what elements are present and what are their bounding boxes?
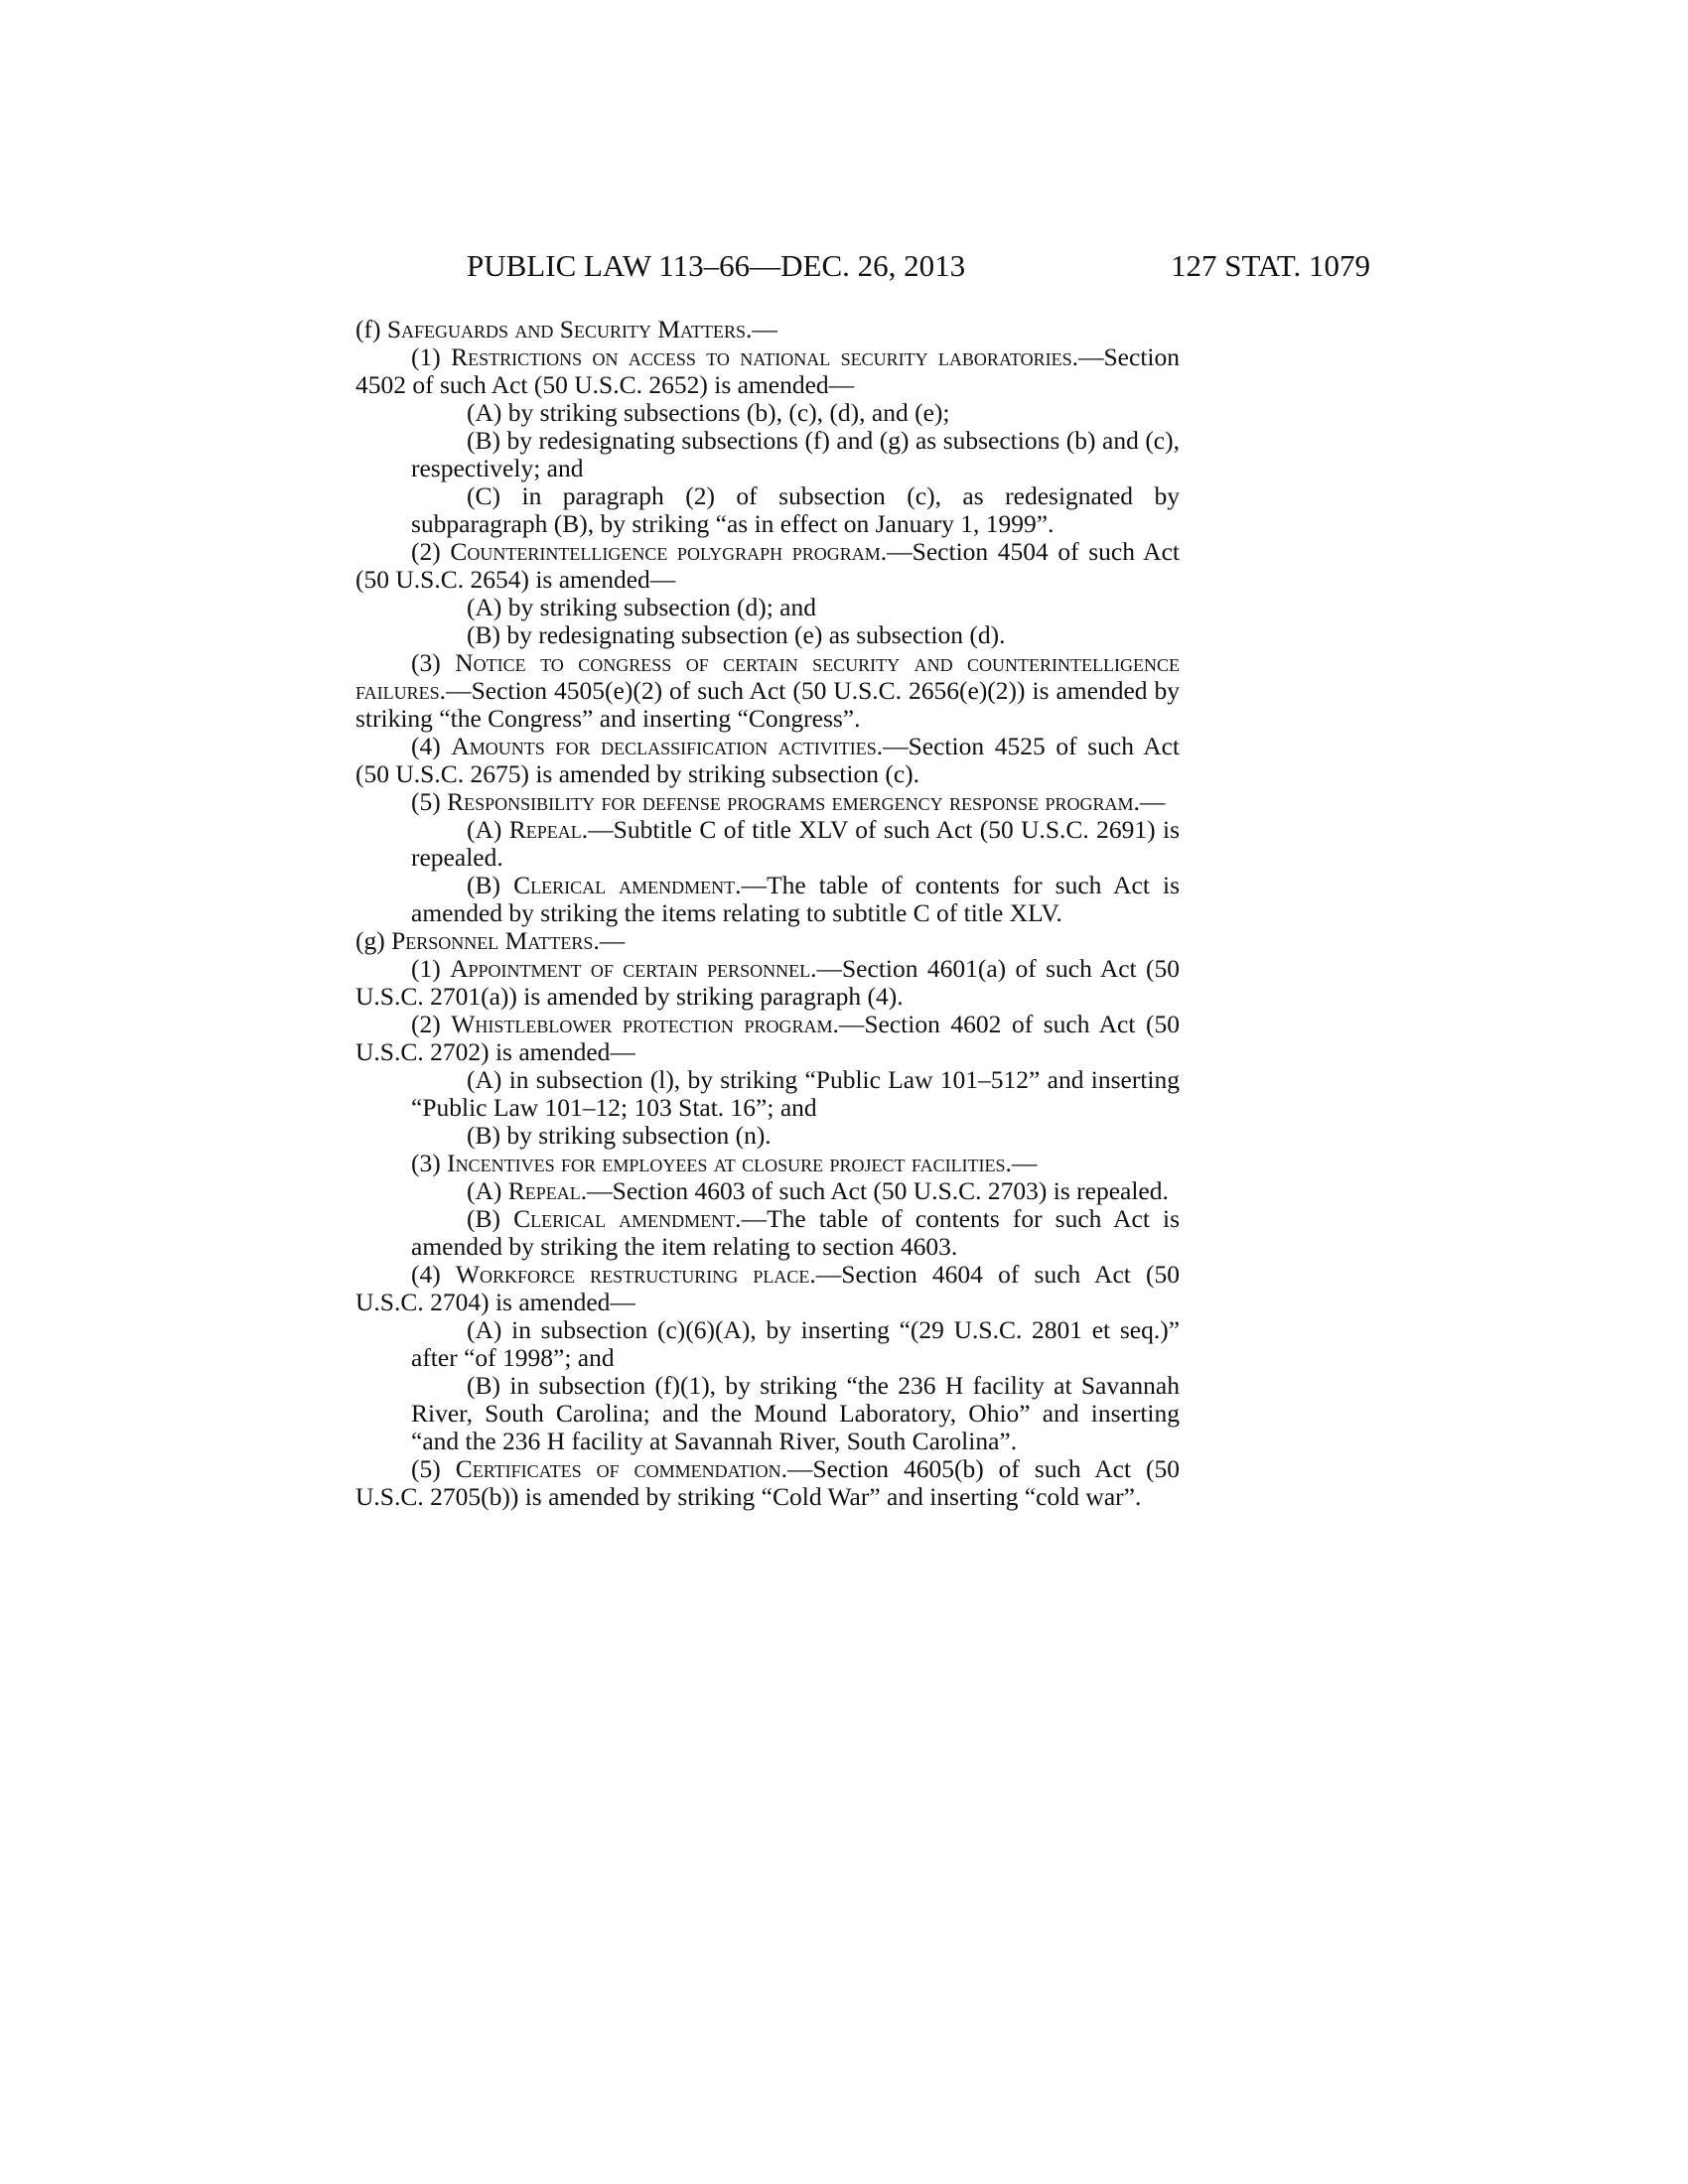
enumerator: (A) [467,1176,502,1205]
enumerator: (A) [467,1315,502,1344]
provision-text: Subtitle C of title XLV of such Act (50 U.S.C. 2691) is repealed. [411,815,1181,872]
enumerator: (B) [467,426,500,455]
subparagraph [355,1372,1180,1455]
paragraph [355,1455,1180,1511]
subparagraph [355,1316,1180,1372]
provision-text: Section 4502 of such Act (50 U.S.C. 2652) is amended— [355,342,1180,399]
paragraph [355,955,1180,1011]
enumerator: (A) [467,1065,502,1094]
provision-text: by striking subsection (d); and [507,593,816,621]
enumerator: (B) [467,1204,500,1233]
subparagraph [355,482,1180,538]
enumerator: (B) [467,1371,500,1400]
provision-text: in subsection (c)(6)(A), by inserting “(29 U.S.C. 2801 et seq.)” after “of 1998”; and [411,1315,1181,1372]
provision-text: Section 4525 of such Act (50 U.S.C. 2675) is amended by striking subsection (c). [355,732,1181,788]
subparagraph [355,1205,1180,1261]
caption: Counterintelligence polygraph program.— [450,537,913,566]
subparagraph [355,816,1180,872]
caption: Workforce restructuring place.— [455,1260,842,1289]
enumerator: (1) [411,342,441,371]
enumerator: (g) [355,926,385,955]
subsection-heading [355,927,1180,955]
caption: Incentives for employees at closure project facilities.— [447,1149,1038,1177]
provision-text: The table of contents for such Act is amended by striking the item relating to section 4603. [411,1204,1180,1261]
paragraph [355,1011,1180,1066]
enumerator: (A) [467,593,502,621]
caption: Certificates of commendation.— [455,1454,813,1483]
subparagraph [355,399,1180,427]
paragraph [355,733,1180,788]
caption: Responsibility for defense programs emergency response program.— [447,787,1166,816]
provision-text: by striking subsection (n). [506,1121,772,1150]
provision-text: by striking subsections (b), (c), (d), and (e); [507,398,950,427]
provision-text: in paragraph (2) of subsection (c), as redesignated by subparagraph (B), by striking “as in effect on January 1, 1999”. [411,481,1180,538]
paragraph [355,649,1180,733]
enumerator: (4) [411,732,441,760]
provision-text: Section 4604 of such Act (50 U.S.C. 2704) is amended— [355,1260,1181,1316]
paragraph [355,1261,1180,1316]
subparagraph [355,872,1180,927]
caption: Appointment of certain personnel.— [450,954,842,983]
provision-text: Section 4605(b) of such Act (50 U.S.C. 2705(b)) is amended by striking “Cold War” and inserting “cold war”. [355,1454,1180,1511]
subparagraph [355,427,1180,482]
document-body [355,316,1180,1511]
enumerator: (A) [467,815,502,844]
caption: Whistleblower protection program.— [451,1010,865,1038]
enumerator: (5) [411,787,441,816]
subparagraph [355,594,1180,621]
enumerator: (4) [411,1260,441,1289]
provision-text: by redesignating subsections (f) and (g) as subsections (b) and (c), respectively; and [411,426,1180,482]
enumerator: (A) [467,398,502,427]
provision-text: Section 4601(a) of such Act (50 U.S.C. 2701(a)) is amended by striking paragraph (4). [355,954,1180,1011]
paragraph [355,343,1180,399]
subparagraph [355,1122,1180,1150]
caption: Clerical amendment.— [513,871,768,899]
enumerator: (2) [411,1010,441,1038]
caption: Restrictions on access to national security laboratories.— [451,342,1104,371]
caption: Repeal.— [507,1176,613,1205]
enumerator: (5) [411,1454,441,1483]
page-header [467,246,1370,286]
provision-text: Section 4603 of such Act (50 U.S.C. 2703) is repealed. [612,1176,1169,1205]
enumerator: (3) [411,648,441,677]
enumerator: (B) [467,1121,500,1150]
subsection-heading [355,316,1180,343]
provision-text: in subsection (l), by striking “Public Law 101–512” and inserting “Public Law 101–12; 103 Stat. 16”; and [411,1065,1180,1122]
caption: Notice to congress of certain security and counterintelligence failures.— [355,648,1181,705]
caption: Safeguards and Security Matters.— [386,315,777,343]
caption: Amounts for declassification activities.— [451,732,909,760]
provision-text: in subsection (f)(1), by striking “the 236 H facility at Savannah River, South Carolina; and the Mound Laboratory, Ohio” and inserting “and the 236 H facility at Savannah River, South Carolina”. [411,1371,1180,1455]
enumerator: (B) [467,871,500,899]
enumerator: (B) [467,620,500,649]
subparagraph [355,1066,1180,1122]
provision-text: by redesignating subsection (e) as subsection (d). [506,620,1006,649]
enumerator: (f) [355,315,381,343]
caption: Repeal.— [508,815,614,844]
paragraph [355,1150,1180,1177]
caption: Personnel Matters.— [391,926,626,955]
enumerator: (2) [411,537,441,566]
enumerator: (1) [411,954,441,983]
provision-text: Section 4504 of such Act (50 U.S.C. 2654) is amended— [355,537,1181,594]
subparagraph [355,621,1180,649]
subparagraph [355,1177,1180,1205]
stat-citation: 127 STAT. 1079 [1170,248,1370,283]
caption: Clerical amendment.— [513,1204,768,1233]
provision-text: The table of contents for such Act is amended by striking the items relating to subtitle C of title XLV. [411,871,1180,927]
provision-text: Section 4505(e)(2) of such Act (50 U.S.C. 2656(e)(2)) is amended by striking “the Congress” and inserting “Congress”. [355,676,1180,733]
enumerator: (3) [411,1149,441,1177]
paragraph [355,538,1180,594]
paragraph [355,788,1180,816]
provision-text: Section 4602 of such Act (50 U.S.C. 2702) is amended— [355,1010,1181,1066]
enumerator: (C) [467,481,500,510]
running-title: PUBLIC LAW 113–66—DEC. 26, 2013 [467,248,966,283]
